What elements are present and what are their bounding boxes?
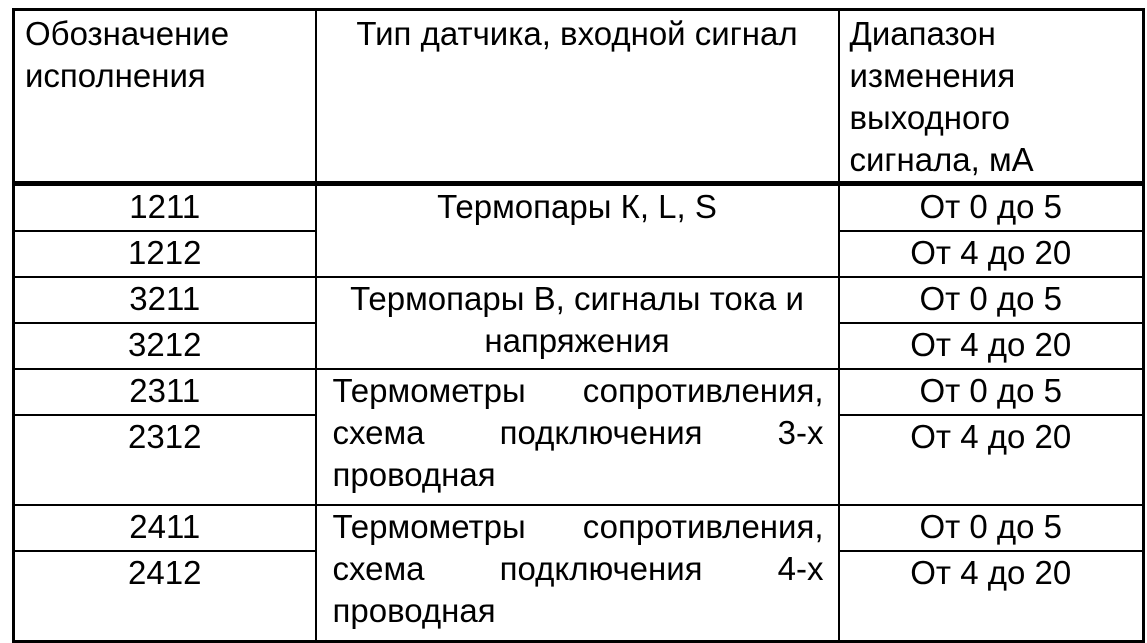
range-cell: От 0 до 5 [839,184,1144,232]
range-cell-spacer [839,596,1144,642]
code-cell: 2411 [14,505,316,551]
code-cell: 3211 [14,277,316,323]
header-row [14,10,1144,184]
code-cell: 3212 [14,323,316,369]
range-cell: От 0 до 5 [839,277,1144,323]
table-row [14,184,1144,232]
header-type: Тип датчика, входной сигнал [316,10,839,184]
code-cell: 2412 [14,551,316,596]
range-cell: От 4 до 20 [839,323,1144,369]
range-cell: От 4 до 20 [839,551,1144,596]
header-code: Обозначение исполнения [14,10,316,184]
code-cell: 2312 [14,415,316,460]
code-cell: 1211 [14,184,316,232]
code-cell: 1212 [14,231,316,277]
type-cell: Термопары К, L, S [316,184,839,278]
code-cell-spacer [14,596,316,642]
table-row [14,369,1144,415]
range-cell: От 4 до 20 [839,415,1144,460]
sensor-table [12,8,1145,643]
table-row [14,277,1144,323]
code-cell-spacer [14,460,316,505]
type-cell: Термопары В, сигналы тока и напряжения [316,277,839,369]
range-cell: От 0 до 5 [839,505,1144,551]
code-cell: 2311 [14,369,316,415]
table-row [14,505,1144,551]
range-cell: От 0 до 5 [839,369,1144,415]
type-cell: Термометры сопротивления, схема подключения 4-х проводная [316,505,839,642]
type-cell: Термометры сопротивления, схема подключения 3-х проводная [316,369,839,505]
range-cell: От 4 до 20 [839,231,1144,277]
header-range: Диапазон изменения выходного сигнала, мА [839,10,1144,184]
range-cell-spacer [839,460,1144,505]
